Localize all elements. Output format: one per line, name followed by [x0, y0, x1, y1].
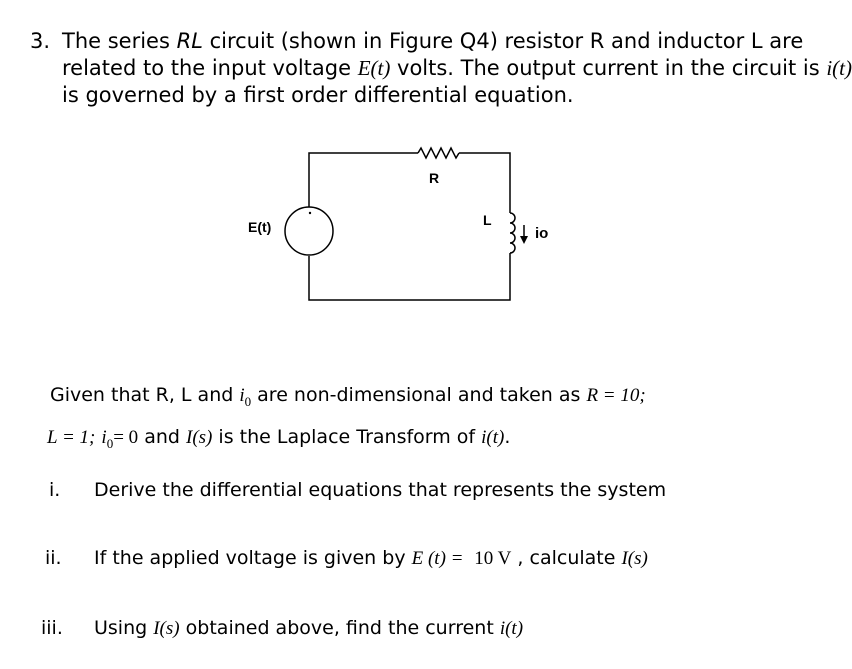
inductor-symbol	[510, 213, 515, 253]
given-line-1-a: Given that R, L and	[50, 384, 240, 406]
rl-term: RL	[176, 29, 203, 53]
current-arrow-head	[520, 236, 528, 244]
initial-current-symbol-2: i	[101, 427, 107, 448]
voltage-source-symbol	[285, 207, 333, 255]
part-iii-text	[94, 617, 523, 640]
question-line-2-a: related to the input voltage	[62, 56, 358, 80]
initial-current-subscript-2: 0	[106, 435, 114, 451]
part-iii-a: Using	[94, 617, 154, 639]
applied-voltage-value: 10 V	[474, 548, 512, 569]
input-voltage-term: E(t)	[357, 56, 391, 80]
part-ii-a: If the applied voltage is given by	[94, 547, 412, 569]
time-current-term: i(t)	[481, 427, 505, 448]
source-label: E(t)	[248, 219, 272, 235]
part-iii-current-term: i(t)	[499, 618, 524, 639]
current-label: io	[535, 225, 549, 242]
part-ii-text	[94, 547, 648, 570]
wire-bottom	[309, 253, 510, 300]
part-iii-b: obtained above, find the current	[179, 617, 500, 639]
inductance-equation: L = 1;	[47, 427, 96, 448]
initial-current-symbol: i	[239, 385, 245, 406]
question-line-1-a: The series	[62, 29, 177, 53]
initial-current-value: = 0	[113, 427, 139, 448]
laplace-current-term: I(s)	[186, 427, 213, 448]
part-ii-laplace-term: I(s)	[621, 548, 648, 569]
inductor-label: L	[483, 212, 492, 228]
given-line-2-d: .	[504, 426, 511, 448]
part-i-numeral: i.	[49, 479, 61, 501]
output-current-term: i(t)	[826, 56, 852, 80]
given-line-2-b: and	[138, 426, 186, 448]
source-polarity-dot	[309, 212, 311, 214]
applied-voltage-term: E (t) =	[411, 548, 469, 569]
resistance-equation: R = 10;	[586, 385, 646, 406]
given-line-1	[50, 384, 646, 410]
resistor-symbol	[418, 148, 459, 158]
part-i-text: Derive the differential equations that represents the system	[94, 479, 667, 501]
given-line-1-b: are non-dimensional and taken as	[251, 384, 587, 406]
initial-current-subscript: 0	[244, 393, 252, 409]
part-ii-numeral: ii.	[45, 547, 62, 569]
wire-top-left	[309, 153, 418, 207]
part-iii-numeral: iii.	[41, 617, 63, 639]
question-number: 3.	[30, 29, 51, 53]
resistor-label: R	[429, 170, 440, 186]
question-line-1-b: circuit (shown in Figure Q4) resistor R and inductor L are	[202, 29, 804, 53]
question-line-3: is governed by a first order differential equation.	[62, 83, 574, 107]
question-line-2-b: volts. The output current in the circuit is	[390, 56, 827, 80]
given-line-2-c: is the Laplace Transform of	[212, 426, 482, 448]
given-line-2	[47, 426, 510, 452]
part-ii-b: , calculate	[511, 547, 622, 569]
part-iii-laplace-term: I(s)	[153, 618, 180, 639]
wire-top-right	[459, 153, 510, 213]
